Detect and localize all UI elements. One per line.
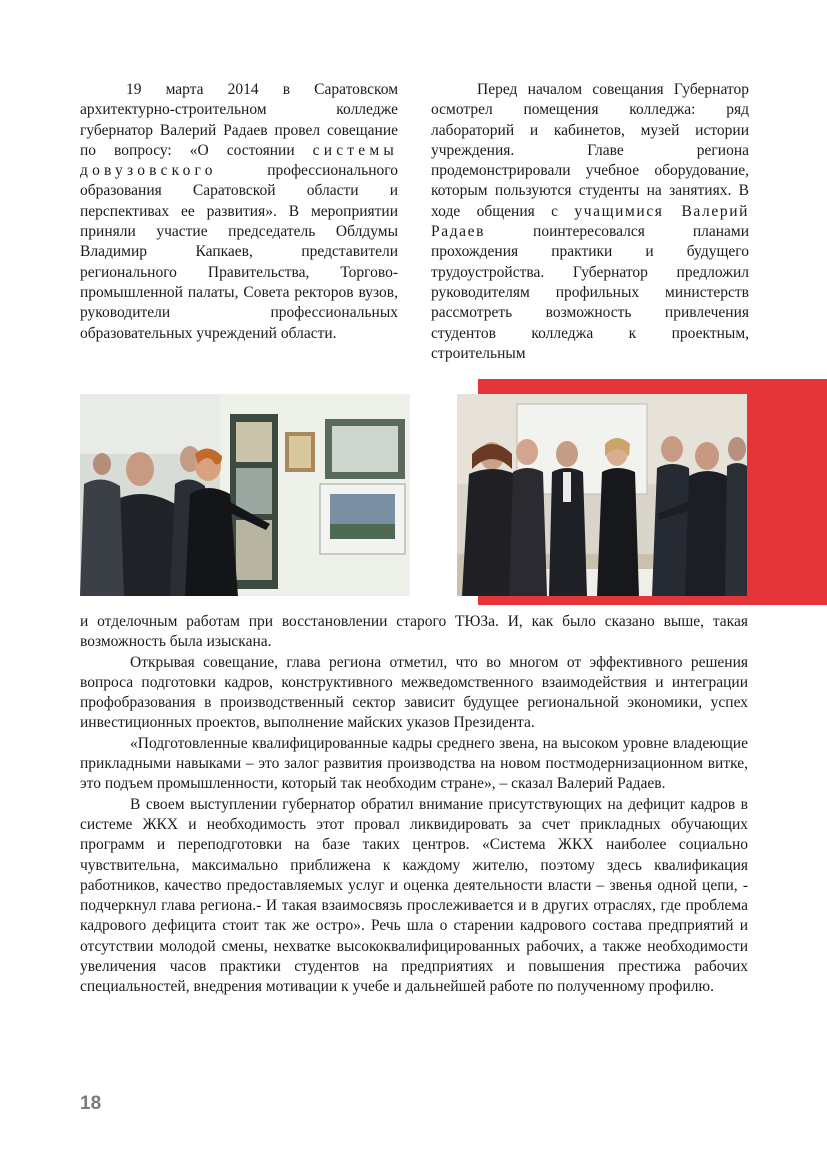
right-column-text — [431, 80, 749, 364]
paragraph-housing-sector: В своем выступлении губернатор обратил внимание присутствующих на дефицит кадров в системе ЖКХ и необходимость этот провал ликвидировать за счет прикладных обучающих программ и переподготовки на базе таких центров. «Система ЖКХ наиболее социально чувствительна, максимально приближена к каждому жителю, поэтому здесь квалификация работников, качество предоставляемых услуг и оценка деятельности власти – звенья одной цепи, - подчеркнул глава региона.- И такая взаимосвязь прослеживается и в других отраслях, где проблема кадрового дефицита стоит так же остро». Речь шла о старении кадрового состава предприятий и отсутствии молодой смены, нехватке высококвалифицированных рабочих, а также необходимости увеличения часов практики студентов на предприятиях и повышения престижа рабочих специальностей, внедрения мотивации к учебе и дальнейшей работе по полученному профилю. — [80, 795, 748, 996]
continuation-paragraph: и отделочным работам при восстановлении старого ТЮЗа. И, как было сказано выше, такая возможность была изыскана. — [80, 613, 748, 651]
page-number: 18 — [80, 1093, 102, 1114]
article-body — [80, 612, 748, 998]
right-paragraph-end: поинтересовался планами прохождения практики и будущего трудоустройства. Губернатор предложил руководителям профильных министерств рассмотреть возможность привлечения студентов колледжа к проектным, строительным — [431, 223, 750, 362]
photo-exhibition-tour — [80, 394, 410, 596]
right-spaced-phrase: учащимися Валерий Радаев — [431, 202, 749, 241]
right-paragraph-start: Перед началом совещания Губернатор осмотрел помещения колледжа: ряд лабораторий и кабинетов, музей истории учреждения. Главе региона продемонстрировали учебное оборудование, которым пользуются студенты на занятиях. В ходе общения с — [431, 81, 749, 220]
photo-group-discussion — [457, 394, 747, 596]
left-column-text — [80, 80, 398, 344]
paragraph-quote: «Подготовленные квалифицированные кадры среднего звена, на высоком уровне владеющие прикладными навыками – это залог развития производства на новом постмодернизационном витке, это подъем промышленности, который так необходим стране», – сказал Валерий Радаев. — [80, 734, 748, 793]
left-spaced-phrase: системы довузовского — [80, 141, 398, 180]
left-paragraph-start: 19 марта 2014 в Саратовском архитектурно-строительном колледже губернатор Валерий Радаев провел совещание по вопросу: «О состоянии — [80, 81, 398, 159]
paragraph-opening-remarks: Открывая совещание, глава региона отметил, что во многом от эффективного решения вопроса подготовки кадров, конструктивного межведомственного взаимодействия и интеграции профобразования в производственный сектор зависит будущее региональной экономики, успех инвестиционных проектов, выполнение майских указов Президента. — [80, 653, 748, 732]
left-paragraph-end: профессионального образования Саратовской области и перспективах ее развития». В мероприятии приняли участие председатель Облдумы Владимир Капкаев, представители регионального Правительства, Торгово-промышленной палаты, Совета ректоров вузов, руководители профессиональных образовательных учреждений области. — [80, 162, 398, 342]
